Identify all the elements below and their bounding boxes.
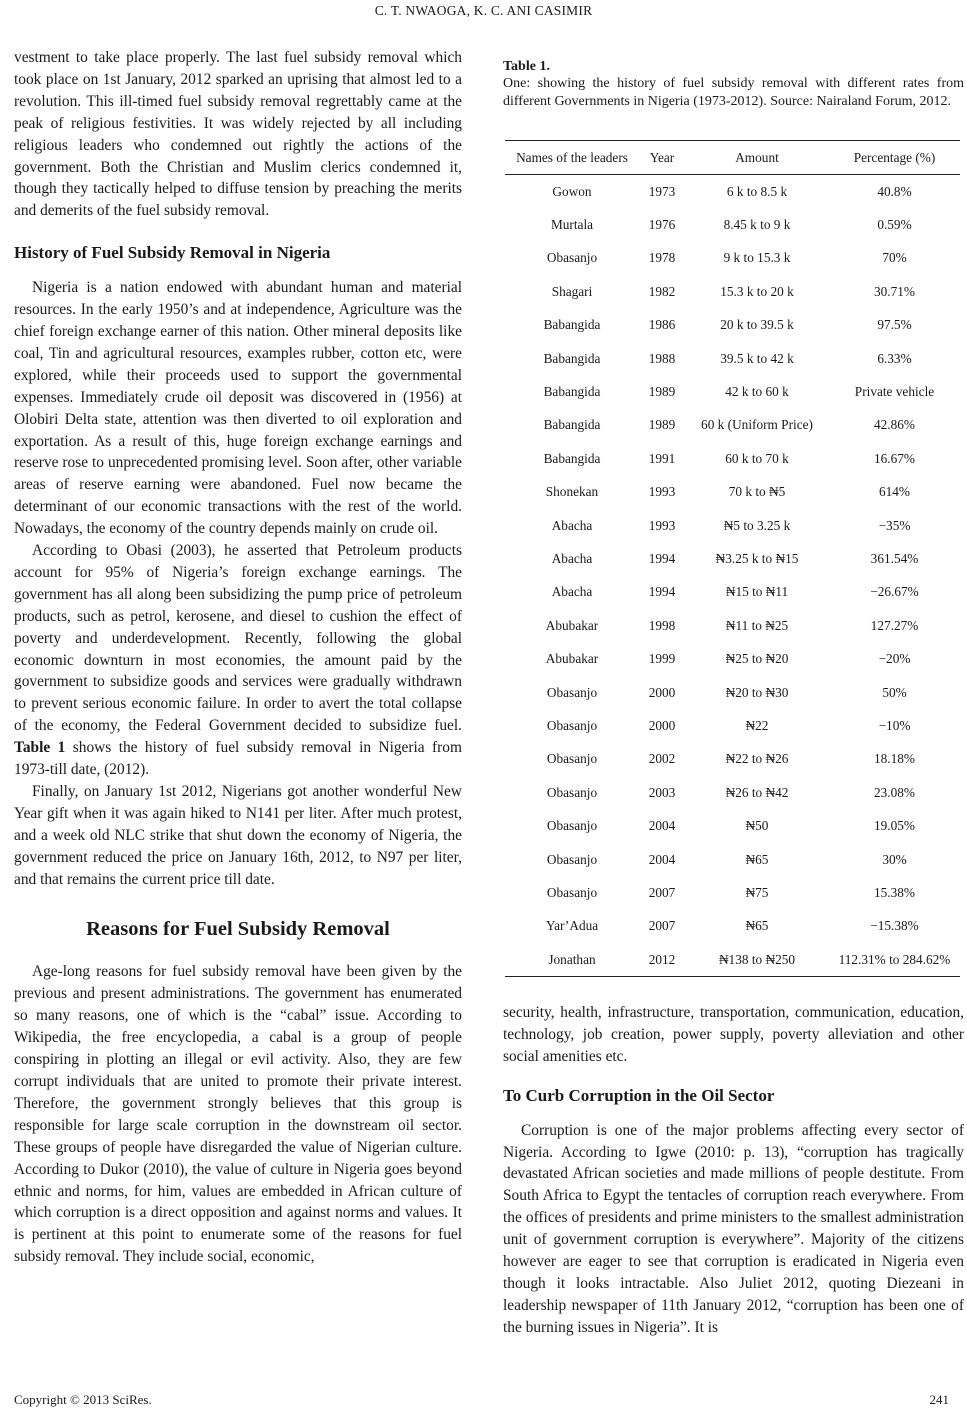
cell-percentage: Private vehicle	[854, 384, 935, 400]
cell-percentage: 0.59%	[877, 217, 912, 233]
cell-year: 1989	[648, 417, 676, 433]
cell-percentage: 16.67%	[874, 450, 915, 466]
table-row	[505, 476, 960, 509]
cell-year: 1976	[648, 217, 676, 233]
cell-year: 1986	[648, 317, 676, 333]
cell-year: 2002	[648, 751, 676, 767]
cell-percentage: 127.27%	[870, 617, 919, 633]
cell-amount: ₦26 to ₦42	[725, 784, 789, 800]
cell-leader: Babangida	[543, 350, 601, 366]
cell-percentage: 112.31% to 284.62%	[829, 943, 960, 977]
cell-amount: ₦22	[745, 717, 769, 733]
cell-percentage: 23.08%	[874, 784, 915, 800]
cell-year: 1994	[648, 584, 676, 600]
cell-percentage: 30.71%	[874, 283, 915, 299]
cell-leader: Jonathan	[505, 943, 639, 977]
table-row	[505, 776, 960, 809]
cell-percentage: −15.38%	[870, 918, 919, 934]
running-head: C. T. NWAOGA, K. C. ANI CASIMIR	[374, 3, 593, 18]
header-leader: Names of the leaders	[505, 141, 639, 175]
cell-year: 1991	[648, 450, 676, 466]
cell-amount: ₦15 to ₦11	[725, 584, 789, 600]
right-column	[503, 1002, 964, 1339]
table-row	[505, 642, 960, 675]
cell-amount: ₦50	[745, 818, 769, 834]
cell-year: 2000	[648, 717, 676, 733]
cell-amount: ₦20 to ₦30	[725, 684, 789, 700]
header-amount: Amount	[685, 141, 829, 175]
table-row	[505, 275, 960, 308]
table-row	[505, 709, 960, 742]
table-header-row	[505, 141, 960, 175]
cell-amount: ₦5 to 3.25 k	[723, 517, 791, 533]
reasons-section-heading: Reasons for Fuel Subsidy Removal	[86, 917, 390, 940]
table-row	[505, 943, 960, 977]
cell-leader: Abacha	[551, 550, 593, 566]
cell-leader: Shonekan	[545, 484, 599, 500]
cell-leader: Obasanjo	[546, 751, 598, 767]
corruption-section-heading: To Curb Corruption in the Oil Sector	[503, 1085, 775, 1105]
cell-percentage: 19.05%	[874, 818, 915, 834]
cell-amount: ₦65	[745, 918, 769, 934]
cell-year: 2007	[648, 918, 676, 934]
table-row	[505, 208, 960, 241]
table-row	[505, 576, 960, 609]
cell-leader: Babangida	[543, 317, 601, 333]
cell-leader: Obasanjo	[546, 784, 598, 800]
table-row	[505, 676, 960, 709]
history-paragraph-2	[14, 540, 462, 781]
cell-year: 2012	[639, 943, 685, 977]
cell-percentage: −10%	[878, 717, 911, 733]
cell-leader: Abacha	[551, 584, 593, 600]
copyright-footer: Copyright © 2013 SciRes.	[14, 1392, 152, 1407]
cell-amount: 42 k to 60 k	[725, 384, 789, 400]
cell-year: 2003	[648, 784, 676, 800]
history-paragraph-1: Nigeria is a nation endowed with abundant human and material resources. In the early 1950’s and at independence, Agriculture was the chief foreign exchange earner of this nation. Other mineral deposits like coal, Tin and agricultural resources, examples rubber, cotton etc, were explored, while their proceeds used to support the governmental expenses. Immediately crude oil deposit was discovered in (1956) at Olobiri Delta state, attention was then diverted to oil exploration and exportation. As a result of this, huge foreign exchange earnings and reserve rose to unprecedented promising level. Soon after, other variable areas of reserve earning were abandoned. Fuel now became the determinant of our economic transactions with the rest of the world. Nowadays, the economy of the country depends mainly on crude oil.	[14, 279, 462, 538]
cell-amount: ₦138 to ₦250	[685, 943, 829, 977]
table-row	[505, 375, 960, 408]
cell-leader: Babangida	[543, 450, 601, 466]
cell-percentage: −20%	[878, 651, 911, 667]
reasons-paragraph-1: Age-long reasons for fuel subsidy removal have been given by the previous and present administrations. The government has enumerated so many reasons, one of which is the “cabal” issue. According to Wikipedia, the free encyclopedia, a cabal is a group of people conspiring in plotting an illegal or evil activity. Also, they are few corrupt individuals that are united to promote their private interest. Therefore, the government strongly believes that this group is responsible for large scale corruption in the downstream oil sector. These groups of people have disregarded the value of Nigerian culture. According to Dukor (2010), the value of culture in Nigeria goes beyond ethnic and norms, for him, values are embedded in African culture of which corruption is a direct opposition and against norms and values. It is pertinent at this point to enumerate some of the reasons for fuel subsidy removal. They include social, economic,	[14, 963, 462, 1266]
cell-year: 1973	[648, 183, 676, 199]
table-row	[505, 910, 960, 943]
cell-percentage: 42.86%	[874, 417, 915, 433]
cell-percentage: 15.38%	[874, 884, 915, 900]
header-year: Year	[639, 141, 685, 175]
cell-leader: Babangida	[543, 417, 601, 433]
cell-leader: Babangida	[543, 384, 601, 400]
cell-year: 1998	[648, 617, 676, 633]
cell-leader: Obasanjo	[546, 684, 598, 700]
cell-amount: 60 k (Uniform Price)	[701, 417, 813, 433]
cell-amount: ₦22 to ₦26	[725, 751, 789, 767]
cell-year: 1982	[648, 283, 676, 299]
cell-leader: Yar’Adua	[545, 918, 599, 934]
cell-leader: Abubakar	[545, 617, 599, 633]
cell-percentage: 614%	[878, 484, 911, 500]
cell-percentage: −35%	[878, 517, 911, 533]
cell-amount: 6 k to 8.5 k	[726, 183, 788, 199]
cell-amount: ₦3.25 k to ₦15	[715, 550, 799, 566]
cell-year: 1999	[648, 651, 676, 667]
table-label: Table 1.	[503, 59, 550, 74]
history-paragraph-2-tail: shows the history of fuel subsidy removal in Nigeria from 1973-till date, (2012).	[14, 739, 462, 779]
table-row	[505, 309, 960, 342]
table-row	[505, 542, 960, 575]
cell-year: 2000	[648, 684, 676, 700]
table-body	[505, 175, 960, 977]
cell-amount: 39.5 k to 42 k	[720, 350, 794, 366]
table-row	[505, 509, 960, 542]
cell-amount: ₦25 to ₦20	[725, 651, 789, 667]
page-number: 241	[929, 1392, 949, 1407]
cell-percentage: 30%	[882, 851, 907, 867]
cell-amount: ₦11 to ₦25	[725, 617, 789, 633]
cell-leader: Shagari	[551, 283, 593, 299]
cell-leader: Obasanjo	[546, 884, 598, 900]
table-row	[505, 609, 960, 642]
history-section-heading: History of Fuel Subsidy Removal in Nigeria	[14, 243, 331, 263]
table-row	[505, 843, 960, 876]
cell-leader: Abacha	[551, 517, 593, 533]
cell-amount: 15.3 k to 20 k	[720, 283, 794, 299]
history-paragraph-3: Finally, on January 1st 2012, Nigerians got another wonderful New Year gift when it was again hiked to N141 per liter. After much protest, and a week old NLC strike that shut down the economy of Nigeria, the government reduced the price on January 16th, 2012, to N97 per liter, and that remains the current price till date.	[14, 783, 462, 888]
cell-year: 1993	[648, 484, 676, 500]
cell-percentage: 361.54%	[870, 550, 919, 566]
cell-leader: Obasanjo	[546, 250, 598, 266]
table-row	[505, 342, 960, 375]
cell-year: 1993	[648, 517, 676, 533]
table-reference-link[interactable]: Table 1	[14, 739, 66, 757]
cell-year: 2004	[648, 851, 676, 867]
cell-amount: 8.45 k to 9 k	[723, 217, 791, 233]
left-column	[14, 47, 462, 1268]
table-row	[505, 242, 960, 275]
table-row	[505, 409, 960, 442]
cell-amount: ₦65	[745, 851, 769, 867]
table-row	[505, 442, 960, 475]
history-paragraph-2-text: According to Obasi (2003), he asserted that Petroleum products account for 95% of Nigeria’s foreign exchange earnings. The government has all along been subsidizing the pump price of petroleum products, such as petrol, kerosene, and diesel to cushion the effect of poverty and underdevelopment. Recently, following the global economic downturn in most economies, the amount paid by the government to subsidize goods and services were gradually withdrawn to prevent serious economic failure. In order to avert the total collapse of the economy, the Federal Government decided to subsidize fuel.	[14, 542, 462, 735]
table-row	[505, 175, 960, 209]
corruption-paragraph-1: Corruption is one of the major problems affecting every sector of Nigeria. According to Igwe (2010: p. 13), “corruption has tragically devastated African societies and made millions of people destitute. From South Africa to Egypt the tentacles of corruption reach everywhere. From the offices of presidents and prime ministers to the smallest administration unit of government corruption is everywhere”. Majority of the citizens however are eager to see that corruption is eradicated in Nigeria even though it looks intractable. Also Juliet 2012, quoting Diezeani in leadership newspaper of 11th January 2012, “corruption has been one of the burning issues in Nigeria”. It is	[503, 1121, 964, 1336]
cell-percentage: 18.18%	[874, 751, 915, 767]
table-row	[505, 809, 960, 842]
cell-amount: 20 k to 39.5 k	[720, 317, 794, 333]
cell-amount: ₦75	[745, 884, 769, 900]
fuel-subsidy-history-table	[505, 140, 960, 977]
cell-year: 1989	[648, 384, 676, 400]
cell-leader: Obasanjo	[546, 851, 598, 867]
cell-year: 2004	[648, 818, 676, 834]
cell-year: 2007	[648, 884, 676, 900]
table-caption-block	[503, 58, 964, 110]
cell-year: 1978	[648, 250, 676, 266]
cell-leader: Obasanjo	[546, 717, 598, 733]
table-row	[505, 743, 960, 776]
header-percentage: Percentage (%)	[829, 141, 960, 175]
cell-leader: Murtala	[550, 217, 594, 233]
cell-percentage: 40.8%	[877, 183, 912, 199]
cell-year: 1988	[648, 350, 676, 366]
cell-year: 1994	[648, 550, 676, 566]
reasons-continuation: security, health, infrastructure, transportation, communication, education, technology, job creation, power supply, poverty alleviation and other social amenities etc.	[503, 1004, 964, 1065]
cell-amount: 60 k to 70 k	[725, 450, 789, 466]
cell-percentage: 50%	[882, 684, 907, 700]
table-row	[505, 876, 960, 909]
cell-amount: 9 k to 15.3 k	[723, 250, 791, 266]
cell-leader: Abubakar	[545, 651, 599, 667]
cell-amount: 70 k to ₦5	[728, 484, 786, 500]
cell-percentage: 70%	[882, 250, 907, 266]
cell-percentage: 6.33%	[877, 350, 912, 366]
cell-leader: Obasanjo	[546, 818, 598, 834]
intro-paragraph: vestment to take place properly. The last fuel subsidy removal which took place on 1st January, 2012 sparked an uprising that almost led to a revolution. This ill-timed fuel subsidy removal regrettably came at the peak of religious festivities. It was widely rejected by all including religious leaders who condemned out rightly the actions of the government. Both the Christian and Muslim clerics condemned it, though they tactically helped to diffuse tension by preaching the merits and demerits of the fuel subsidy removal.	[14, 49, 462, 220]
cell-percentage: −26.67%	[870, 584, 919, 600]
cell-percentage: 97.5%	[877, 317, 912, 333]
cell-leader: Gowon	[552, 183, 592, 199]
table-caption: One: showing the history of fuel subsidy removal with different rates from different Governments in Nigeria (1973-2012). Source: Nairaland Forum, 2012.	[503, 76, 964, 109]
